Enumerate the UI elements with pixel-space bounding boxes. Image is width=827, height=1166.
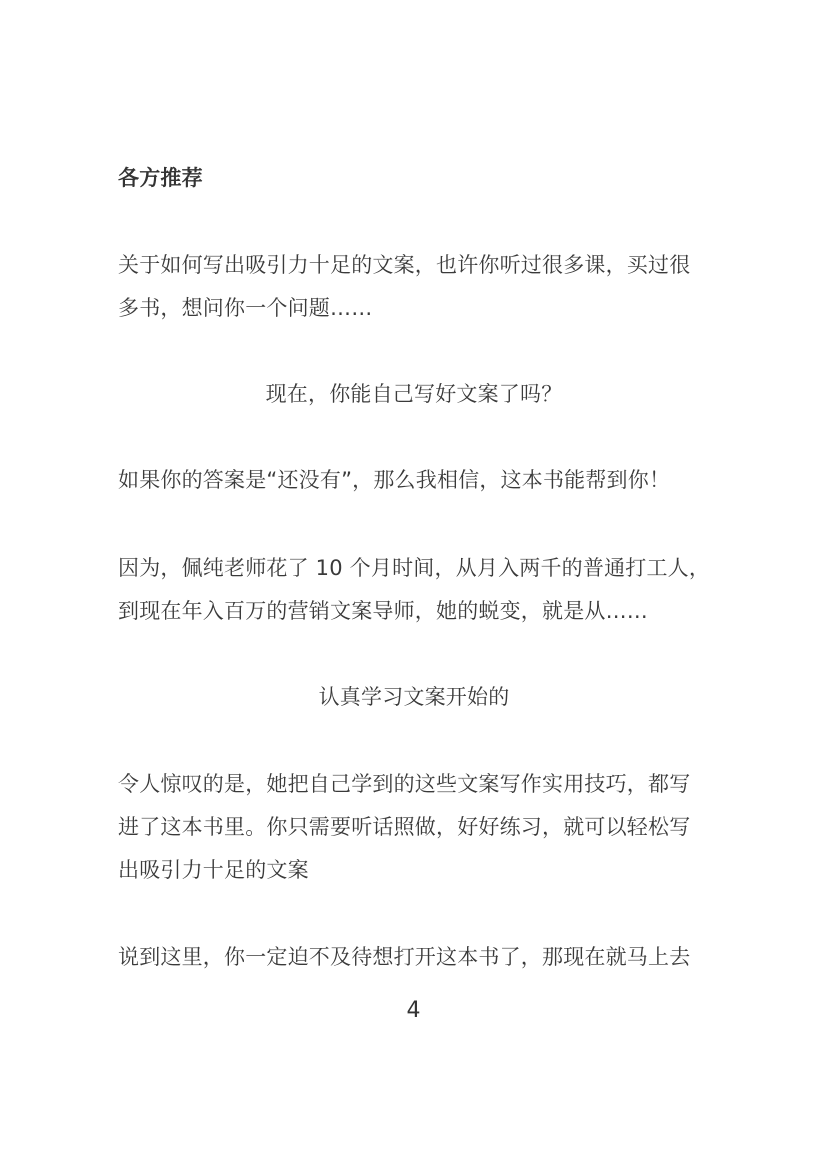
paragraph-line: 因为，佩纯老师花了 10 个月时间，从月入两千的普通打工人， (118, 556, 711, 580)
paragraph-line: 出吸引力十足的文案 (118, 858, 309, 882)
section-heading: 各方推荐 (118, 166, 203, 190)
centered-question: 现在，你能自己写好文案了吗？ (265, 382, 563, 406)
paragraph-line: 进了这本书里。你只需要听话照做，好好练习，就可以轻松写 (118, 815, 691, 839)
page-number: 4 (406, 998, 421, 1023)
paragraph-line: 多书，想问你一个问题…… (118, 296, 373, 320)
paragraph-line: 关于如何写出吸引力十足的文案，也许你听过很多课，买过很 (118, 253, 691, 277)
paragraph-line: 说到这里，你一定迫不及待想打开这本书了，那现在就马上去 (118, 945, 691, 969)
paragraph-line: 令人惊叹的是，她把自己学到的这些文案写作实用技巧，都写 (118, 772, 691, 796)
paragraph-line: 到现在年入百万的营销文案导师，她的蜕变，就是从…… (118, 599, 648, 623)
centered-emphasis: 认真学习文案开始的 (318, 685, 510, 709)
paragraph-line: 如果你的答案是“还没有”，那么我相信，这本书能帮到你！ (118, 468, 671, 492)
